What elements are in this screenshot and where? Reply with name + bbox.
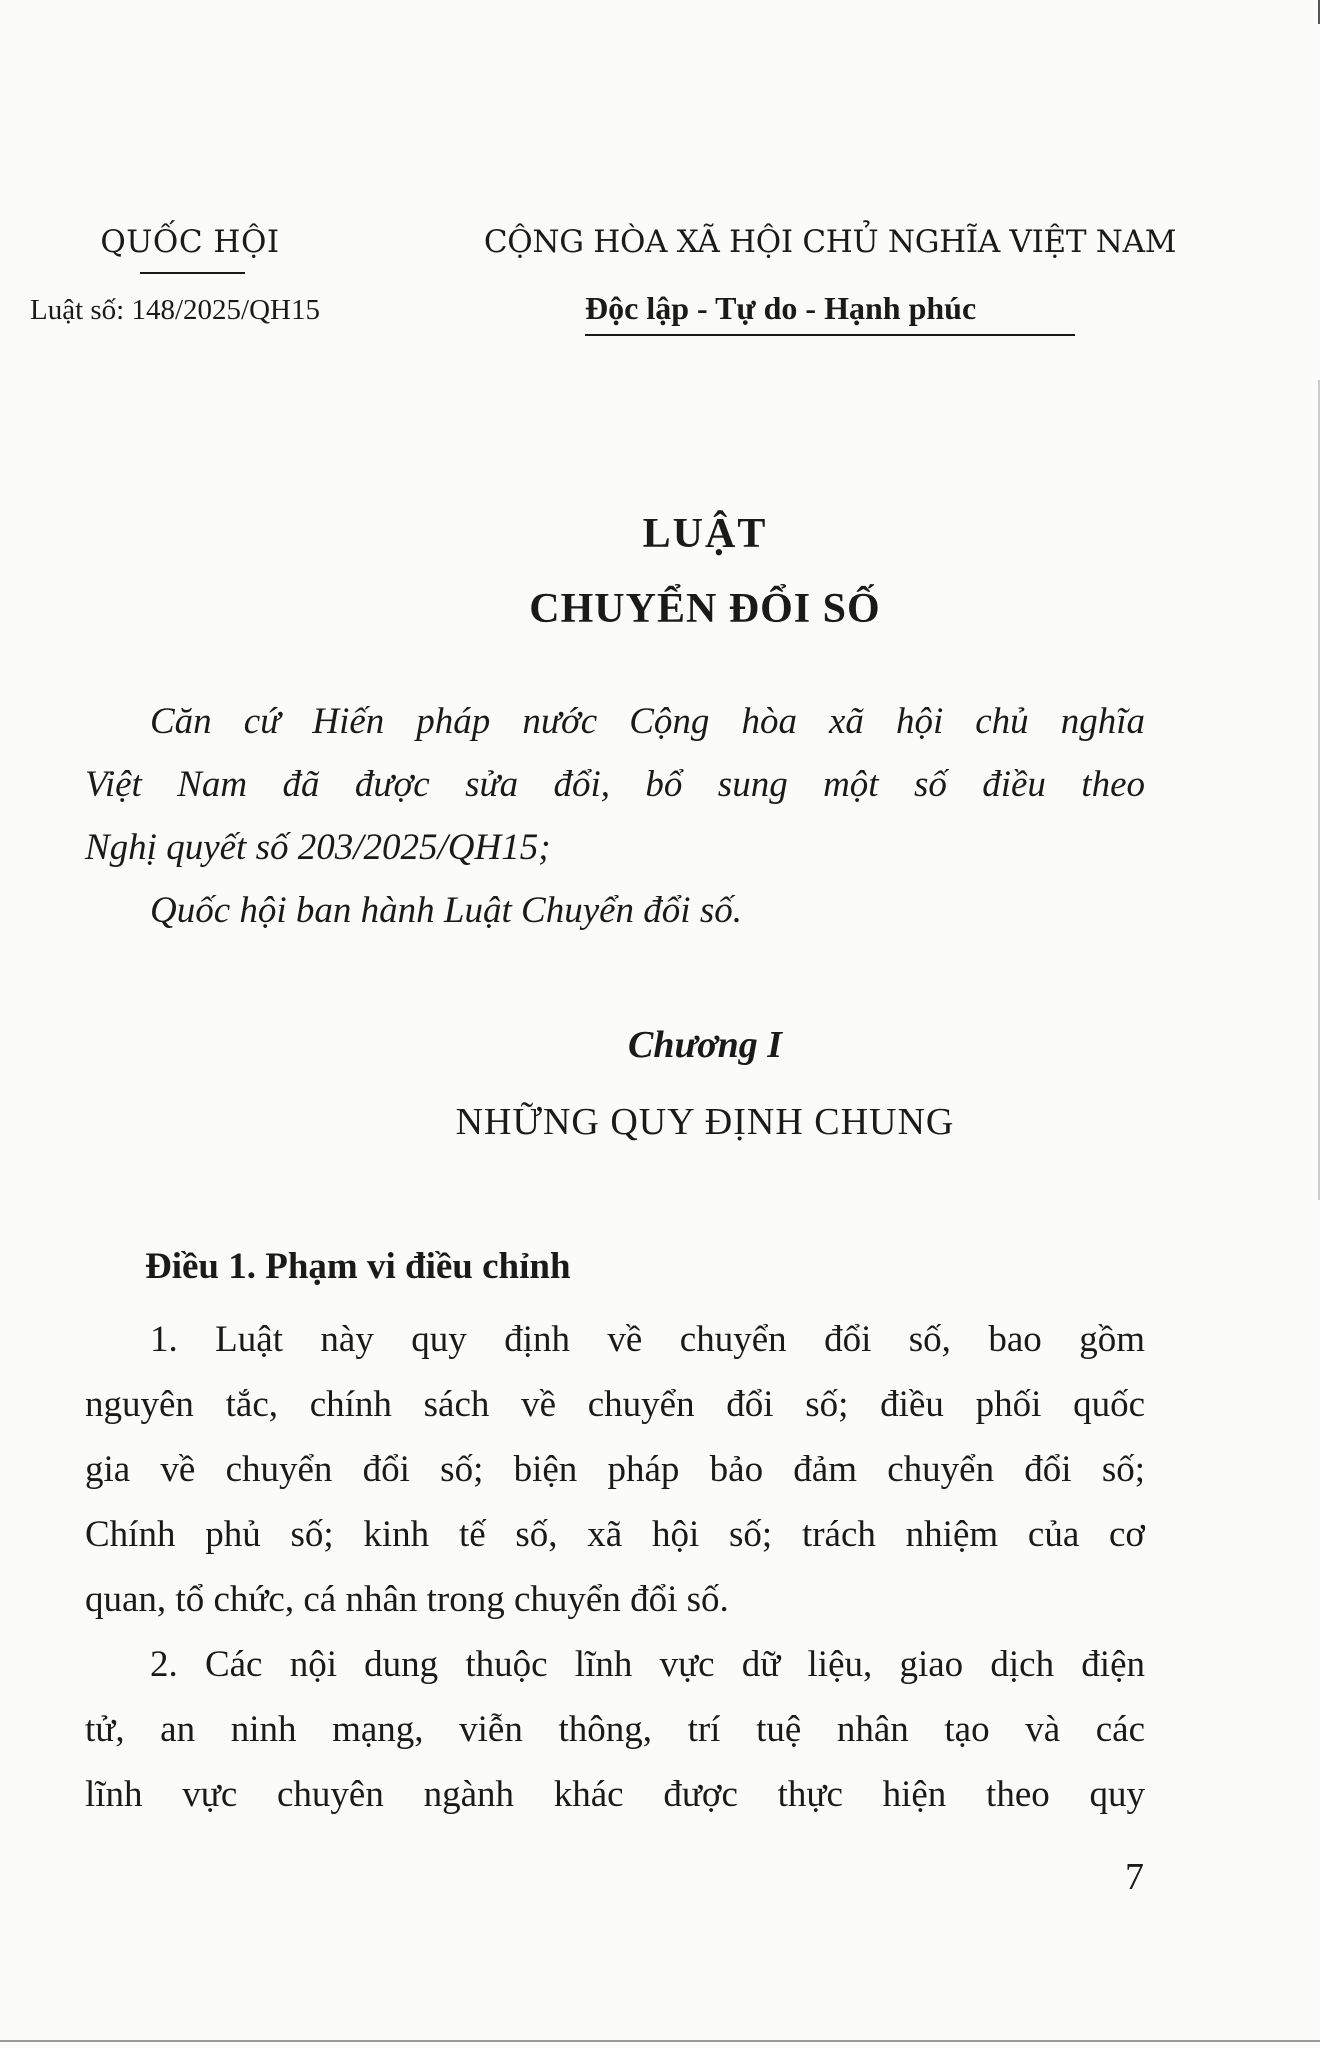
- article-line: tử, an ninh mạng, viễn thông, trí tuệ nhân tạo và các: [85, 1709, 1145, 1750]
- national-motto: Độc lập - Tự do - Hạnh phúc: [585, 290, 977, 326]
- article-heading: Điều 1. Phạm vi điều chỉnh: [145, 1246, 571, 1287]
- document-title: CHUYỂN ĐỔI SỐ: [529, 586, 881, 632]
- page-bottom-edge: [0, 2040, 1320, 2042]
- article-line: nguyên tắc, chính sách về chuyển đổi số; điều phối quốc: [85, 1384, 1145, 1425]
- article-line: quan, tổ chức, cá nhân trong chuyển đổi số.: [85, 1579, 729, 1620]
- page-number: 7: [1125, 1856, 1144, 1898]
- article-line: Chính phủ số; kinh tế số, xã hội số; trách nhiệm của cơ: [85, 1514, 1145, 1555]
- preamble-line: Việt Nam đã được sửa đổi, bổ sung một số điều theo: [85, 764, 1145, 805]
- article-line: 1. Luật này quy định về chuyển đổi số, bao gồm: [150, 1319, 1145, 1360]
- issuer-name: QUỐC HỘI: [100, 224, 280, 260]
- national-title: CỘNG HÒA XÃ HỘI CHỦ NGHĨA VIỆT NAM: [483, 224, 1177, 260]
- motto-underline: [585, 334, 1075, 336]
- preamble-line: Căn cứ Hiến pháp nước Cộng hòa xã hội chủ nghĩa: [150, 701, 1145, 742]
- preamble-line: Nghị quyết số 203/2025/QH15;: [85, 827, 551, 868]
- document-type: LUẬT: [642, 511, 768, 557]
- chapter-label: Chương I: [627, 1024, 783, 1066]
- article-line: gia về chuyển đổi số; biện pháp bảo đảm chuyển đổi số;: [85, 1449, 1145, 1490]
- law-number: Luật số: 148/2025/QH15: [30, 294, 320, 326]
- issuer-underline: [140, 272, 245, 274]
- article-line: 2. Các nội dung thuộc lĩnh vực dữ liệu, giao dịch điện: [150, 1644, 1145, 1685]
- article-line: lĩnh vực chuyên ngành khác được thực hiện theo quy: [85, 1774, 1145, 1815]
- chapter-title: NHỮNG QUY ĐỊNH CHUNG: [455, 1101, 955, 1143]
- preamble-line: Quốc hội ban hành Luật Chuyển đổi số.: [150, 890, 742, 931]
